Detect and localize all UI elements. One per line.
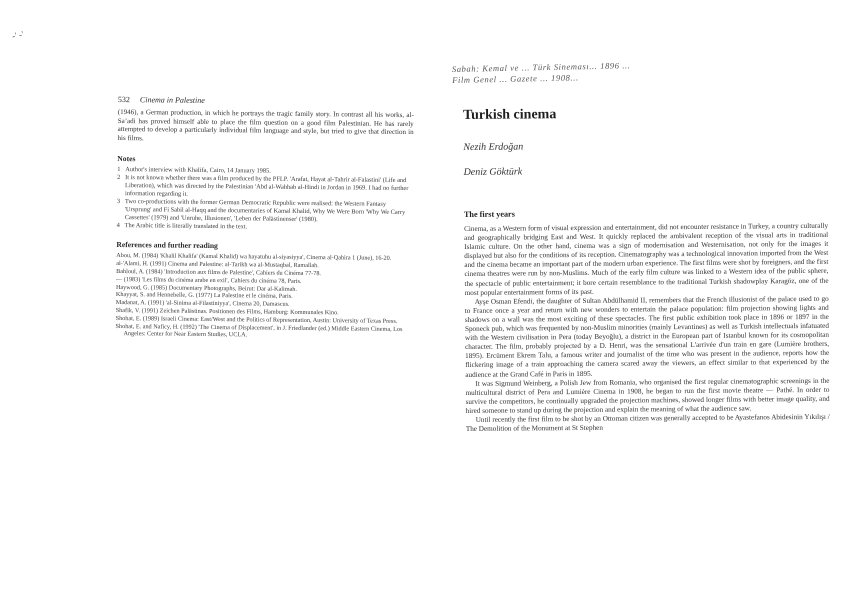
reference-item: Haywood, G. (1985) Documentary Photographs, Beirut: Dar al-Kalimah. [115,283,297,293]
paragraph: Ayşe Osman Efendi, the daughter of Sultan Abdülhamid II, remembers that the French illusionist of the palace used to go to France once a year and return with new wonders to entertain the palace population: film projection showing lights and shadows on a wall was the most exciting of these spectacles. The first public exhibition took place in 1896 or 1897 in the Sponeck pub, which was frequented by non-Muslim minorities (mainly Levantines) as well as Turkish intellectuals infatuated with the Western civilisation in Pera (today Beyoğlu), a district in the European part of Istanbul known for its cosmopolitan character. The film, probably projected by a D. Henri, was the sensational L'arrivée d'un train en gare (Lumière brothers, 1895). Ercüment Ekrem Talu, a famous writer and journalist of the time who was present in the audience, reports how the flickering image of a train approaching the camera scared away the viewers, an effect similar to that experienced by the audience at the Grand Café in Paris in 1895. [464,294,830,379]
reference-item: Bahloul, A. (1984) 'Introduction aux films de Palestine', Cahiers du Cinéma 77-78. [116,267,322,278]
note-text: Two co-productions with the former German Democratic Republic were realised: the Western Fantasy 'Ursprung' and Fi Sabil al-Haqq and the documentaries of Kamal Khalid, Why We Were Born 'Why We Carry Cassettes' (1979) and 'Unruhe, Illusionen', 'Leben der Palästinenser' (1980). [124,198,406,224]
reference-item: Shohat, E. and Naficy, H. (1992) 'The Cinema of Displacement', in J. Friedlander (ed.) Middle Eastern Cinema, Los Angeles: Center for Near Eastern Studies, UCLA. [115,322,403,339]
chapter-title: Turkish cinema [463,107,557,123]
paragraph: Until recently the first film to be shot by an Ottoman citizen was generally accepted to be Ayastefanos Abidesinin Yıkılışı / The Demolition of the Monument at St Stephen [465,412,830,434]
paragraph: It was Sigmund Weinberg, a Polish Jew from Romania, who organised the first regular cinematographic screenings in the multicultural district of Pera and Lumière Cinema in 1908, he began to run the first movie theatre — Pathé. In order to survive the competitors, he continually upgraded the projection machines, showed longer films with better image quality, and hired someone to stand up during the projection and explain the meaning of what the audience saw. [465,376,830,415]
left-page [115,95,414,341]
left-body-text [118,108,414,145]
note-text: The Arabic title is literally translated in the text. [124,222,248,231]
right-page [463,105,830,434]
running-title: Cinema in Palestine [139,95,205,105]
note-number: 1 [117,166,121,174]
reference-item: Shafik, V. (1991) Zeichen Palästinas. Positionen des Films, Hamburg: Kommunales Kino. [115,306,339,317]
reference-item: — (1983) 'Les films du cinéma arabe en exil', Cahiers du cinéma 78, Paris. [116,275,302,285]
author-name: Deniz Göktürk [463,166,523,178]
handwritten-note [452,56,832,86]
note-number: 3 [116,198,121,206]
note-text: It is not known whether there was a film produced by the PFLP. 'Arafat, Hayat al-Tahrir al-Falastini' (Life and Liberation), which was directed by the Palestinian 'Abd al-Wahhab al-Hindi in Jordan in 1969. I had no further information regarding it. [124,174,409,199]
note-number: 2 [117,174,121,182]
page-number: 532 [117,95,130,105]
reference-item: Abou, M. (1984) 'Khalil Khalifa' (Kamal Khalid) wa hayatuhu al-siyasiyya', Cinema al-Qahira 1 (June), 16-20. [116,252,392,263]
note-number: 4 [116,222,120,230]
reference-item: al-'Alami, H. (1991) Cinema and Palestine: al-Tarikh wa al-Mustaqbal, Ramallah. [116,260,319,270]
handwritten-line: Sabah: Kemal ve ... Türk Sineması... 1896 ... [451,60,631,74]
paragraph: Cinema, as a Western form of visual expression and entertainment, did not encounter resistance in Turkey, a country culturally and geographically bridging East and West. It quickly replaced the ambivalent reception of the visual arts in traditional Islamic culture. On the other hand, cinema was a sign of modernisation and Westernisation, not only for the images it displayed but also for the conditions of its reception. Cinematography was a technological innovation imported from the West and the cinema became an important part of the modern urban experience. The first films were shot by foreigners, and the first cinema theatres were run by non-Muslims. Much of the early film culture was linked to a Western idea of the public sphere, the spectacle of public entertainment; it bore certain resemblance to the traditional Turkish shadowplay Karagöz, one of the most popular entertainment forms of its past. [464,221,829,297]
notes-list [117,166,414,233]
notes-heading: Notes [117,154,136,164]
note-item [117,174,413,201]
corner-mark: -' -' [11,28,25,42]
references-list [115,252,412,341]
author-name: Nezih Erdoğan [463,141,524,153]
references-heading: References and further reading [116,240,218,251]
reference-item: Madanat, A. (1991) 'al-Sinima al-Filastiniyya', Cinema 20, Damascus. [115,299,290,308]
left-running-head [118,95,414,107]
note-item [117,198,413,225]
note-text: Author's interview with Khalifa, Cairo, 14 January 1985. [125,166,271,175]
section-heading: The first years [463,209,515,219]
handwritten-line: Film Genel ... Gazete ... 1908... [452,72,579,85]
reference-item: Khayyat, S. and Hennebelle, G. (1977) La Palestine et le cinéma, Paris. [115,291,293,301]
left-paragraph: (1946), a German production, in which he portrays the tragic family story. In contrast all his works, al-Sa’adi has proved himself able to place the film question on a good film Palestinian. He has rarely attempted to develop a particularly individual film language and style, but tried to give that direction in his films. [117,107,414,143]
chapter-body [464,222,830,434]
reference-item: Shohat, E. (1989) Israeli Cinema: East/West and the Politics of Representation, Austin: University of Texas Press. [115,314,398,325]
